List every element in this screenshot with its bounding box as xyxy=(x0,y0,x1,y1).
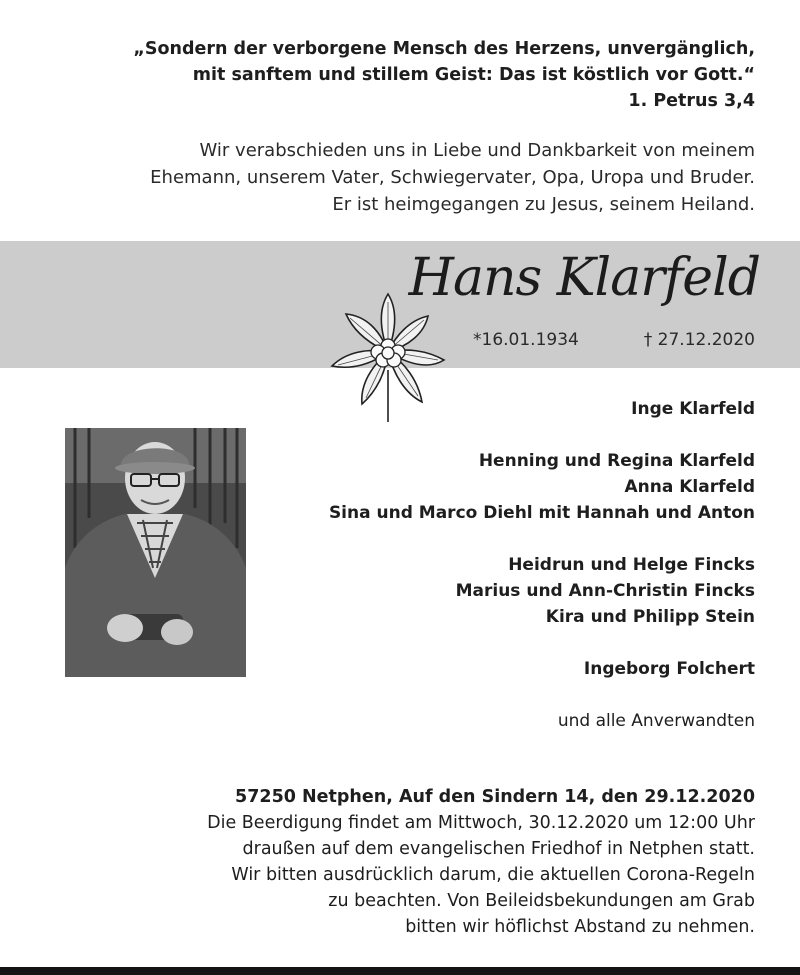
quote-source: 1. Petrus 3,4 xyxy=(628,91,755,111)
closing-line: bitten wir höflichst Abstand zu nehmen. xyxy=(405,917,755,937)
family-member: Marius und Ann-Christin Fincks xyxy=(455,581,755,601)
intro-text xyxy=(35,137,755,218)
relatives-note: und alle Anverwandten xyxy=(557,711,755,731)
death-date: † 27.12.2020 xyxy=(643,330,755,350)
family-member: Henning und Regina Klarfeld xyxy=(478,451,755,471)
closing-line: zu beachten. Von Beileidsbekundungen am Grab xyxy=(328,891,755,911)
bible-quote xyxy=(35,36,755,114)
portrait-photo xyxy=(65,428,246,677)
intro-line: Er ist heimgegangen zu Jesus, seinem Heiland. xyxy=(332,194,755,215)
closing-text xyxy=(35,784,755,940)
family-member: Anna Klarfeld xyxy=(624,477,755,497)
bottom-border xyxy=(0,967,800,975)
closing-line: draußen auf dem evangelischen Friedhof in Netphen statt. xyxy=(242,839,755,859)
birth-date: *16.01.1934 xyxy=(473,330,579,350)
family-member: Inge Klarfeld xyxy=(631,399,755,419)
address-line: 57250 Netphen, Auf den Sindern 14, den 29.12.2020 xyxy=(235,787,755,807)
quote-line: „Sondern der verborgene Mensch des Herzens, unvergänglich, xyxy=(133,39,755,59)
family-member: Ingeborg Folchert xyxy=(583,659,755,679)
quote-line: mit sanftem und stillem Geist: Das ist köstlich vor Gott.“ xyxy=(192,65,755,85)
intro-line: Ehemann, unserem Vater, Schwiegervater, Opa, Uropa und Bruder. xyxy=(150,167,755,188)
family-member: Kira und Philipp Stein xyxy=(545,607,755,627)
deceased-name: Hans Klarfeld xyxy=(408,248,760,308)
family-list xyxy=(275,396,755,734)
family-member: Heidrun und Helge Fincks xyxy=(508,555,755,575)
family-member: Sina und Marco Diehl mit Hannah und Anton xyxy=(328,503,755,523)
closing-line: Die Beerdigung findet am Mittwoch, 30.12.2020 um 12:00 Uhr xyxy=(207,813,755,833)
closing-line: Wir bitten ausdrücklich darum, die aktuellen Corona-Regeln xyxy=(231,865,755,885)
intro-line: Wir verabschieden uns in Liebe und Dankbarkeit von meinem xyxy=(199,140,755,161)
